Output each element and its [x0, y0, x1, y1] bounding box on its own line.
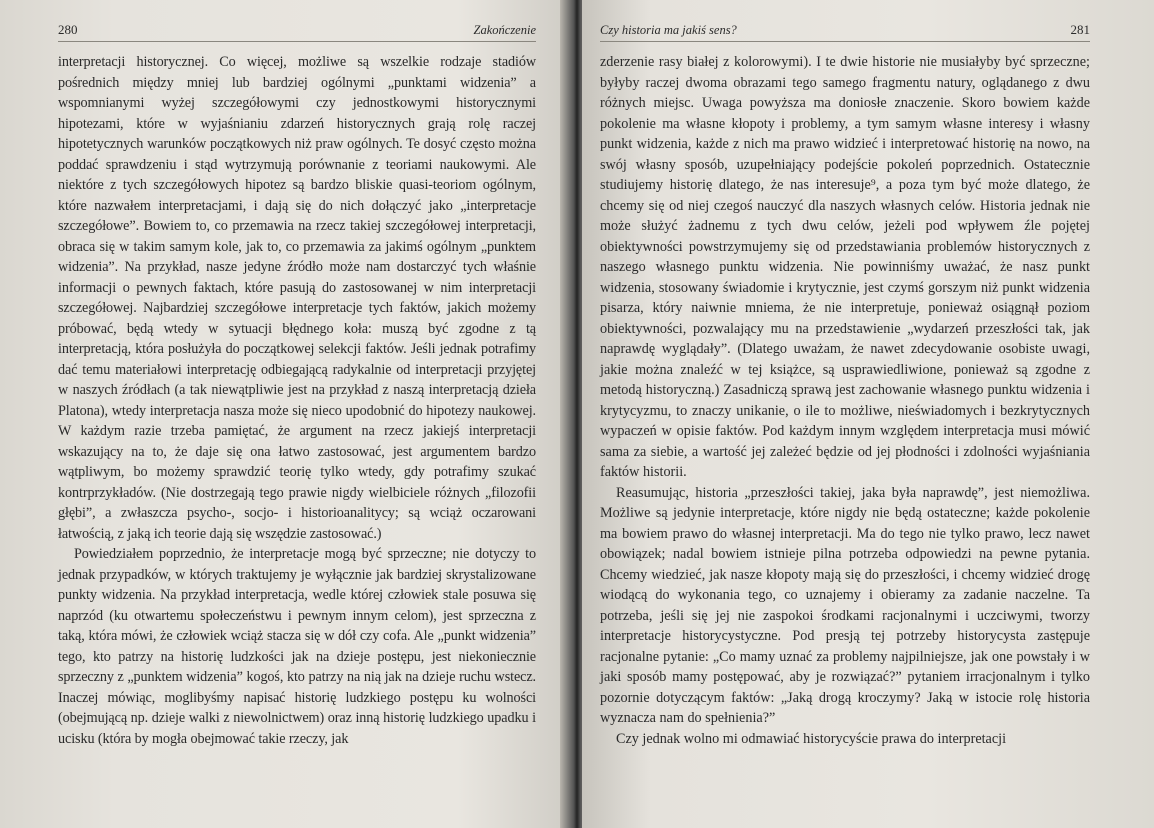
- page-number: 280: [58, 22, 78, 37]
- paragraph: Czy jednak wolno mi odmawiać historycyście prawa do interpretacji: [616, 730, 1007, 747]
- page-number: 281: [1070, 22, 1090, 37]
- right-page-body: [600, 52, 1090, 749]
- running-head: Czy historia ma jakiś sens?: [600, 23, 737, 37]
- left-page-header: [58, 22, 536, 42]
- running-head: Zakończenie: [473, 23, 536, 37]
- paragraph: zderzenie rasy białej z kolorowymi). I te dwie historie nie musiałyby być sprzeczne; byłyby raczej dwoma obrazami tego samego fragmentu natury, oglądanego z dwu różnych miejsc. Uwaga powyższa ma doniosłe znaczenie. Skoro bowiem każde pokolenie ma własne kłopoty i problemy, a tym samym własne interesy i własny punkt widzenia, każde z nich ma prawo widzieć i interpretować historię na nowo, na swój własny sposób, uzupełniający podejście pokoleń poprzednich. Ostatecznie studiujemy historię dlatego, że nas interesuje⁹, a poza tym być może dlatego, że chcemy się od niej czegoś nauczyć dla naszych własnych celów. Historia jednak nie może służyć żadnemu z tych dwu celów, jeżeli pod wpływem źle pojętej obiektywności powstrzymujemy się od przedstawiania problemów historycznych z naszego własnego punktu widzenia. Nie powinniśmy uważać, że nasz punkt widzenia, stosowany świadomie i krytycznie, jest czymś gorszym niż punkt widzenia pisarza, który naiwnie mniema, że nie interpretuje, ponieważ osiągnął poziom obiektywności, pozwalający mu na przedstawienie „wydarzeń przeszłości tak, jak naprawdę wyglądały”. (Dlatego uważam, że nawet zdecydowanie osobiste uwagi, jakie można znaleźć w tej książce, są usprawiedliwione, ponieważ są zgodne z metodą historyczną.) Zasadniczą sprawą jest zachowanie własnego punktu widzenia i krytycyzmu, to znaczy unikanie, o ile to możliwe, nieświadomych i bezkrytycznych wypaczeń w opisie faktów. Pod każdym innym względem interpretacja musi mówić sama za siebie, a wartość jej zależeć będzie od jej płodności i zdolności wyjaśniania faktów historii.: [600, 54, 1090, 480]
- paragraph: interpretacji historycznej. Co więcej, możliwe są wszelkie rodzaje stadiów pośrednich między mniej lub bardziej ogólnymi „punktami widzenia” a wspomnianymi wyżej szczegółowymi czy jednostkowymi historycznymi hipotezami, które w wyjaśnianiu zdarzeń historycznych grają rolę raczej hipotetycznych warunków początkowych niż praw ogólnych. Te dosyć często można poddać sprawdzeniu i stąd wytrzymują porównanie z teoriami naukowymi. Ale niektóre z tych szczegółowych hipotez są bardzo bliskie quasi-teoriom ogólnym, które nazwałem interpretacjami, i dają się do nich dołączyć jako „interpretacje szczegółowe”. Bowiem to, co przemawia na rzecz takiej szczegółowej interpretacji, obraca się w takim samym kole, jak to, co przemawia za jakimś ogólnym „punktem widzenia”. Na przykład, nasze jedyne źródło może nam dostarczyć tych właśnie informacji o pewnych faktach, które pasują do zastosowanej w nim interpretacji szczegółowej. Najbardziej szczegółowe interpretacje tych faktów, jakich możemy próbować, będą wtedy w sytuacji błędnego koła: muszą być zgodne z tą interpretacją, która posłużyła do początkowej selekcji faktów. Jeśli jednak potrafimy dać temu materiałowi interpretację odbiegającą radykalnie od interpretacji przyjętej w naszych źródłach (a tak niewątpliwie jest na przykład z naszą interpretacją dzieła Platona), wtedy interpretacja nasza może się nieco upodobnić do hipotezy naukowej. W każdym razie trzeba pamiętać, że argument na rzecz jakiejś interpretacji wskazujący na to, że daje się ona łatwo zastosować, jest argumentem bardzo wątpliwym, bo możemy sprawdzić teorię tylko wtedy, gdy potrafimy szukać kontrprzykładów. (Nie dostrzegają tego prawie nigdy wielbiciele różnych „filozofii głębi”, a zwłaszcza psycho-, socjo- i historioanalitycy; są wciąż oczarowani łatwością, z jaką ich teorie dają się wszędzie zastosować.): [58, 54, 536, 542]
- paragraph: Powiedziałem poprzednio, że interpretacje mogą być sprzeczne; nie dotyczy to jednak przypadków, w których traktujemy je wyłącznie jak bardziej skrystalizowane punkty widzenia. Na przykład interpretacja, wedle której człowiek stale posuwa się naprzód (ku otwartemu społeczeństwu i pewnym innym celom), jest sprzeczna z taką, która mówi, że człowiek wciąż stacza się w dół czy cofa. Ale „punkt widzenia” tego, kto patrzy na historię ludzkości jak na dzieje postępu, jest niekoniecznie sprzeczny z „punktem widzenia” kogoś, kto patrzy na nią jak na dzieje ruchu wstecz. Inaczej mówiąc, moglibyśmy napisać historię ludzkiego postępu ku wolności (obejmującą np. dzieje walki z niewolnictwem) oraz inną historię ludzkiego upadku i ucisku (która by mogła obejmować takie rzeczy, jak: [58, 546, 536, 747]
- left-page: [0, 0, 572, 828]
- left-page-body: [58, 52, 536, 749]
- right-page-header: [600, 22, 1090, 42]
- right-page: [582, 0, 1154, 828]
- paragraph: Reasumując, historia „przeszłości takiej, jaka była naprawdę”, jest niemożliwa. Możliwe są jedynie interpretacje, które nigdy nie będą ostateczne; każde pokolenie ma bowiem prawo do własnej interpretacji. Ma do tego nie tylko prawo, lecz nawet obowiązek; nadal bowiem istnieje pilna potrzeba odpowiedzi na pewne pytania. Chcemy wiedzieć, jak nasze kłopoty mają się do przeszłości, i chcemy widzieć drogę wiodącą do wykonania tego, co uznajemy i obieramy za zadanie naczelne. Ta potrzeba, jeśli się jej nie zaspokoi środkami racjonalnymi i uczciwymi, tworzy interpretacje historycystyczne. Pod presją tej potrzeby historycysta zastępuje racjonalne pytanie: „Co mamy uznać za problemy najpilniejsze, jak one powstały i w jaki sposób mamy postępować, aby je rozwiązać?” pytaniem irracjonalnym i tylko pozornie dotyczącym faktów: „Jaką drogą kroczymy? Jaką w istocie rolę historia wyznacza nam do spełnienia?”: [600, 484, 1090, 726]
